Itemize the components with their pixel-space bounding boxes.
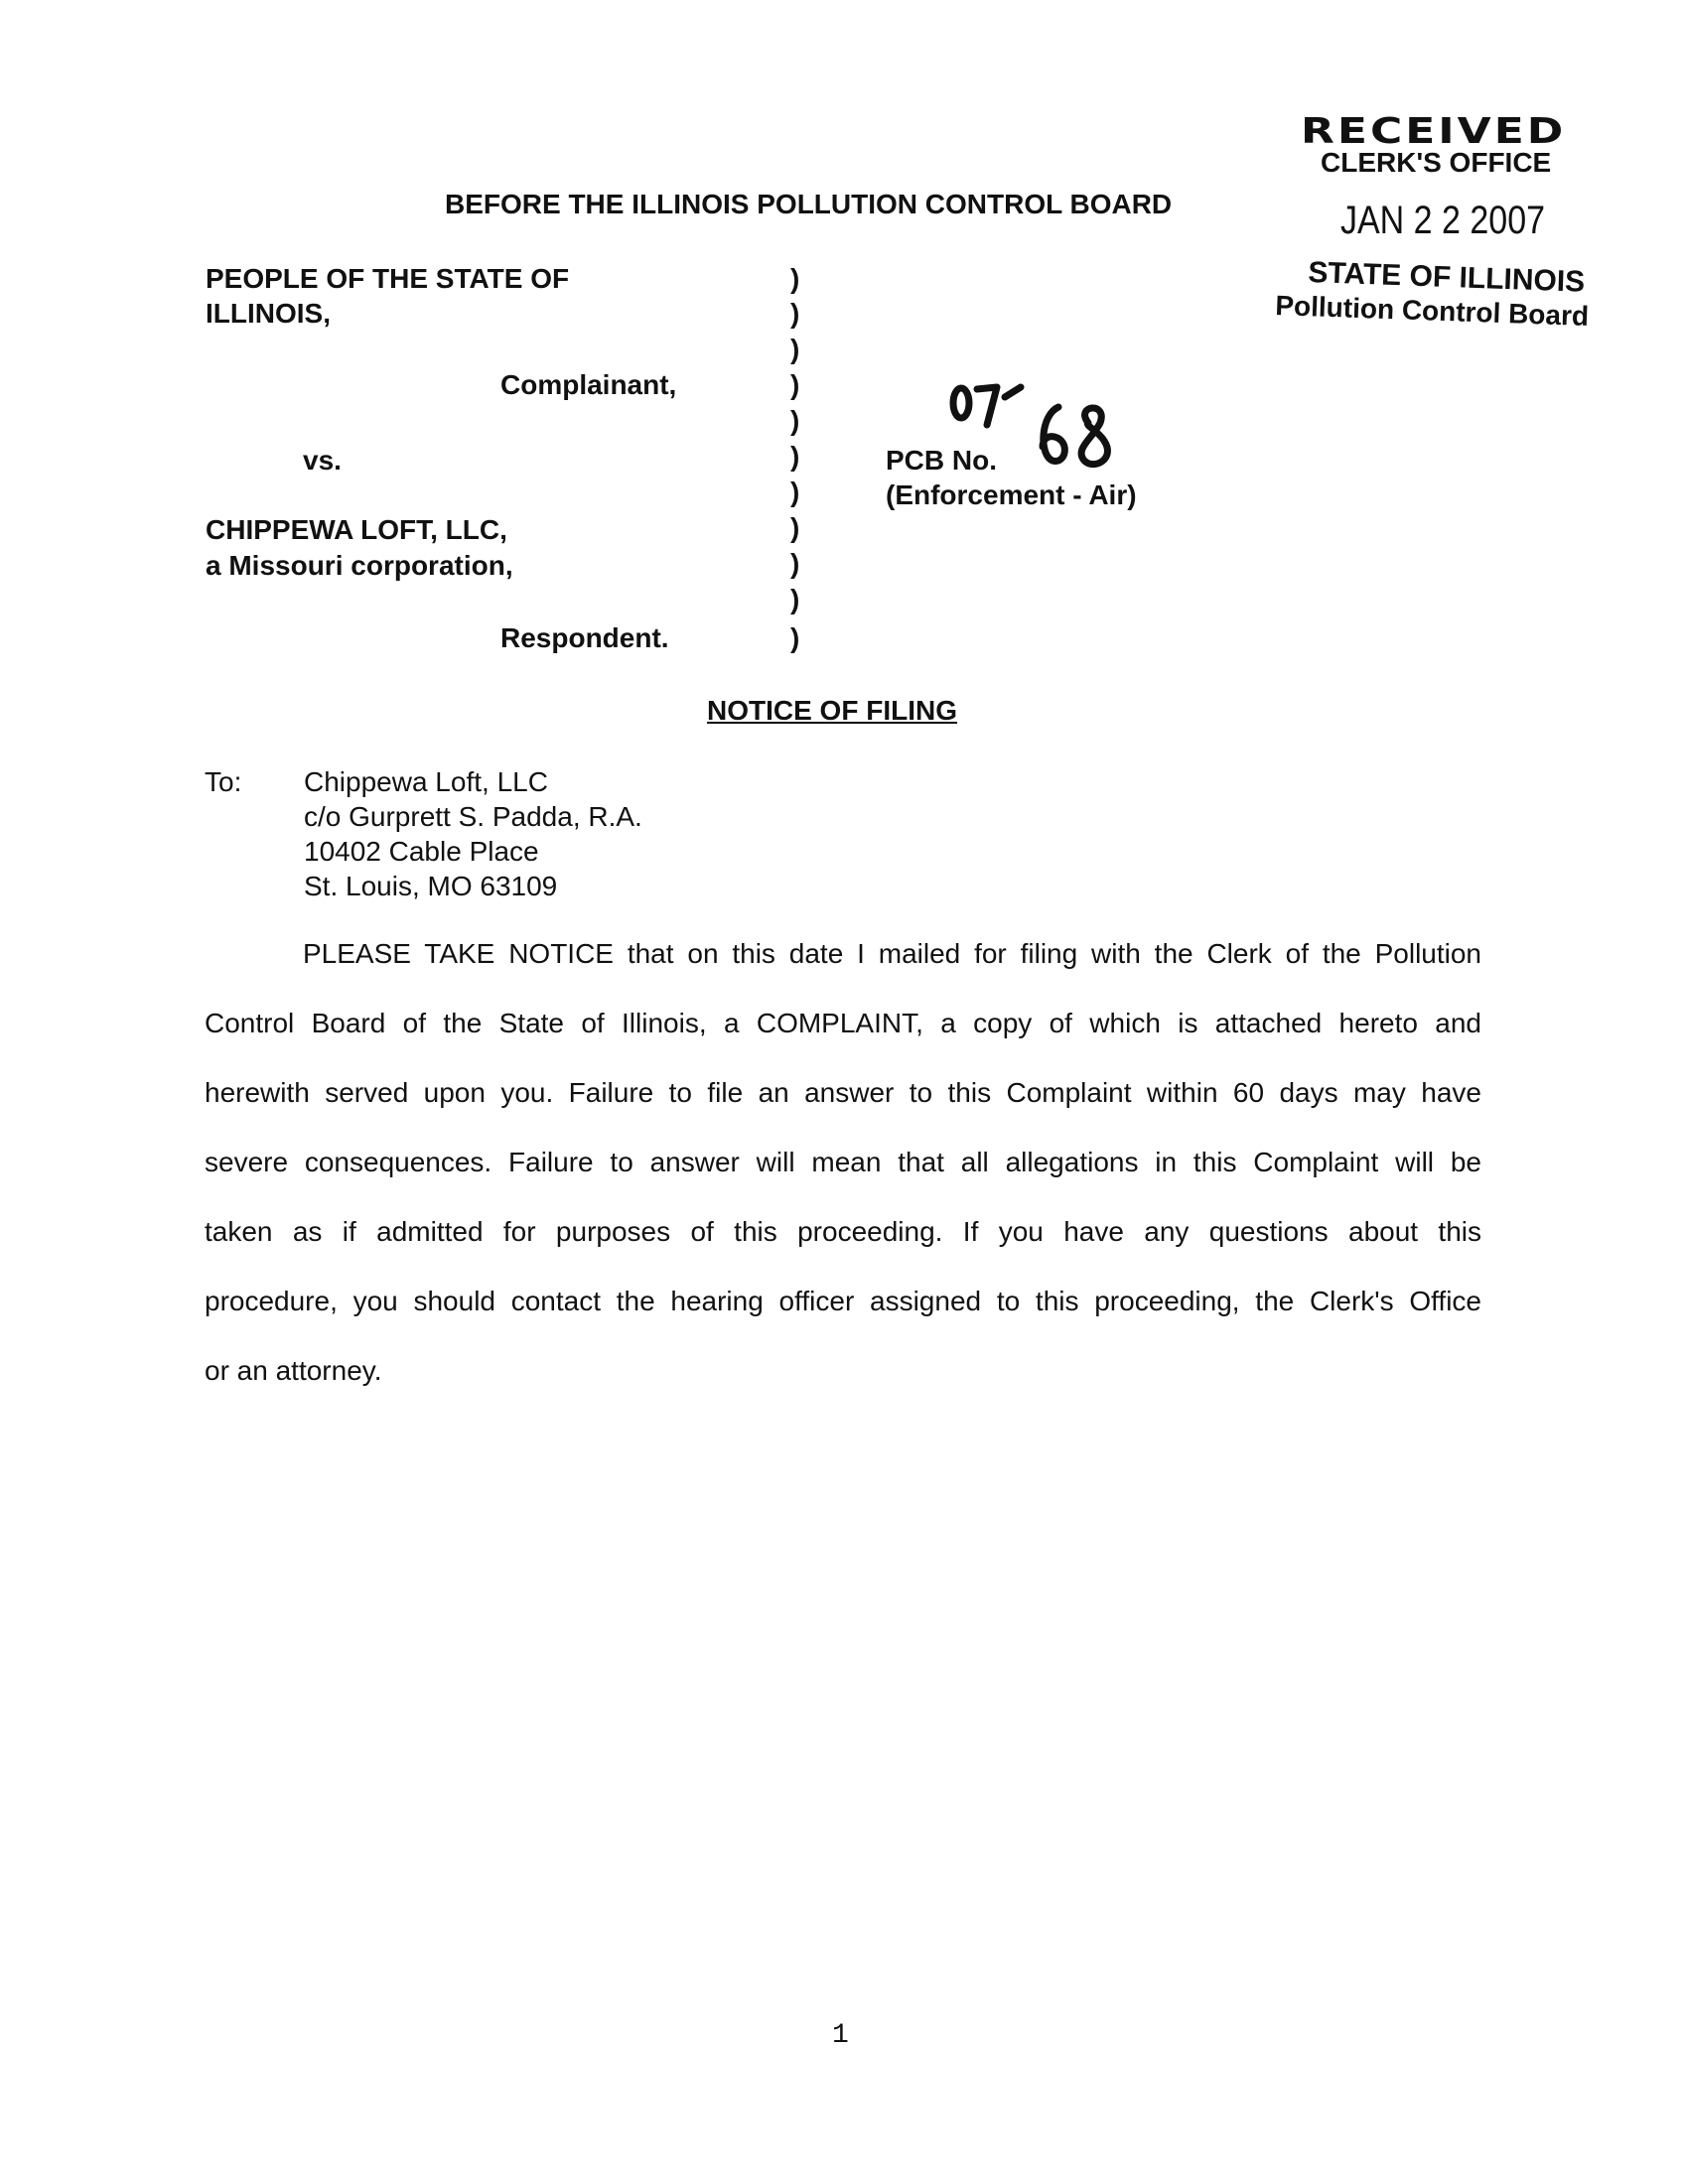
body-line: procedure, you should contact the hearing officer assigned to this proceeding, the Clerk's Office: [205, 1286, 1481, 1316]
caption-paren: ): [790, 622, 800, 653]
body-line: severe consequences. Failure to answer will mean that all allegations in this Complaint will be: [205, 1147, 1481, 1177]
versus-label: vs.: [303, 445, 342, 476]
body-line: or an attorney.: [205, 1355, 382, 1386]
stamp-state: STATE OF ILLINOIS: [1307, 256, 1586, 299]
body-line: Control Board of the State of Illinois, a COMPLAINT, a copy of which is attached hereto and: [205, 1008, 1481, 1038]
body-line: taken as if admitted for purposes of this proceeding. If you have any questions about this: [205, 1216, 1481, 1247]
caption-paren: ): [790, 369, 800, 400]
case-number-label: PCB No.: [886, 445, 997, 476]
body-line: herewith served upon you. Failure to file an answer to this Complaint within 60 days may have: [205, 1077, 1481, 1108]
stamp-board: Pollution Control Board: [1274, 290, 1590, 333]
handwritten-case-number: [880, 375, 1138, 484]
caption-paren: ): [790, 512, 800, 543]
caption-paren: ): [790, 441, 800, 472]
body-line: PLEASE TAKE NOTICE that on this date I mailed for filing with the Clerk of the Pollution: [303, 938, 1481, 969]
respondent-role: Respondent.: [500, 622, 669, 653]
address-line-2: c/o Gurprett S. Padda, R.A.: [304, 801, 642, 832]
stamp-date: JAN 2 2 2007: [1340, 199, 1546, 242]
caption-paren: ): [790, 584, 800, 614]
respondent-name-line-2: a Missouri corporation,: [206, 550, 513, 581]
respondent-name-line-1: CHIPPEWA LOFT, LLC,: [206, 514, 507, 545]
board-heading: BEFORE THE ILLINOIS POLLUTION CONTROL BOARD: [445, 189, 1173, 219]
stamp-received: RECEIVED: [1301, 111, 1567, 152]
complainant-role: Complainant,: [500, 369, 677, 400]
stamp-clerks-office: CLERK'S OFFICE: [1321, 147, 1552, 178]
address-line-3: 10402 Cable Place: [304, 836, 539, 867]
to-label: To:: [205, 766, 242, 797]
caption-paren: ): [790, 405, 800, 436]
caption-paren: ): [790, 334, 800, 364]
caption-paren: ): [790, 298, 800, 329]
page-number: 1: [832, 2020, 849, 2051]
case-type: (Enforcement - Air): [886, 479, 1137, 510]
address-line-4: St. Louis, MO 63109: [304, 871, 558, 901]
complainant-name-line-1: PEOPLE OF THE STATE OF: [206, 263, 570, 294]
address-line-1: Chippewa Loft, LLC: [304, 766, 548, 797]
caption-paren: ): [790, 477, 800, 507]
complainant-name-line-2: ILLINOIS,: [206, 298, 331, 329]
notice-title: NOTICE OF FILING: [707, 695, 957, 726]
caption-paren: ): [790, 263, 800, 294]
caption-paren: ): [790, 548, 800, 579]
